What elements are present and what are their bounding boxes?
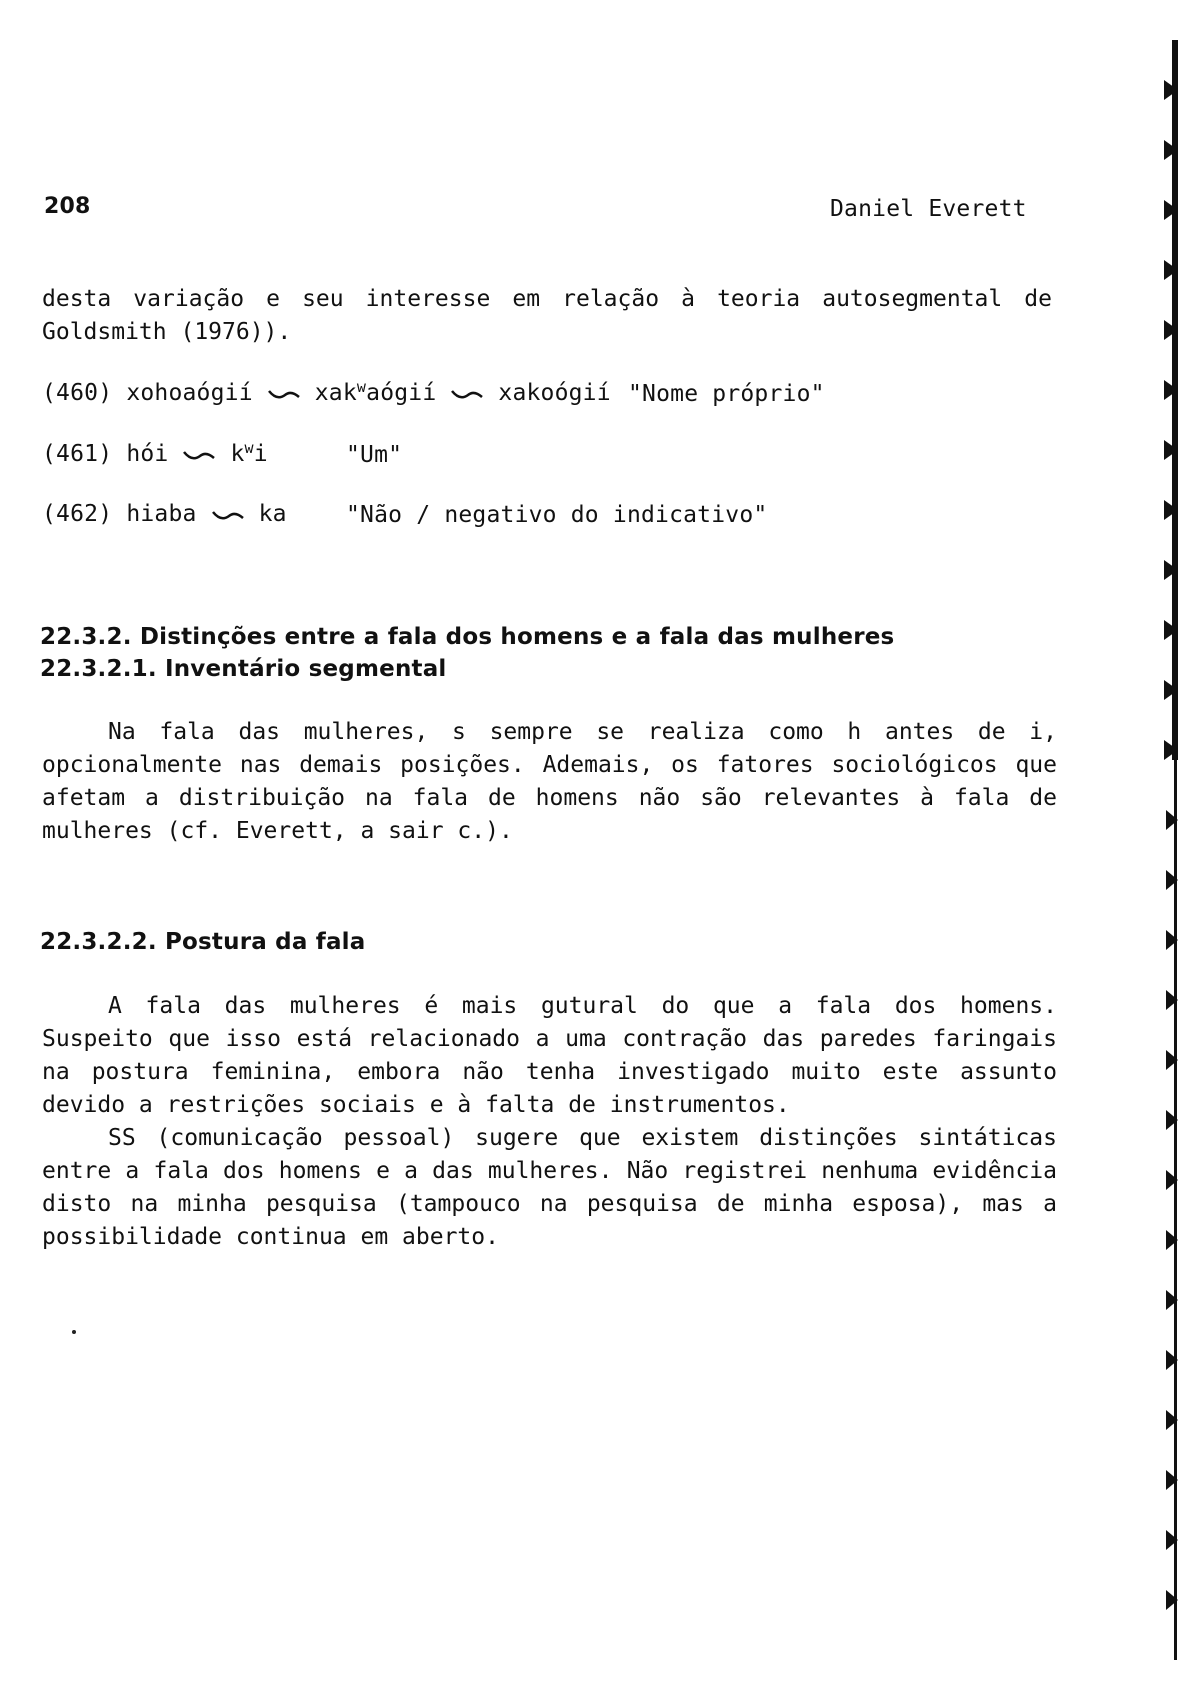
subsection-heading: 22.3.2.2. Postura da fala: [40, 929, 366, 955]
running-header-author: Daniel Everett: [830, 196, 1027, 222]
example-form-base: k: [230, 441, 245, 467]
example-form: ka: [258, 501, 287, 527]
example-460: [42, 376, 611, 410]
subsection-heading: 22.3.2.1. Inventário segmental: [40, 656, 447, 682]
tilde-alternation-icon: [211, 508, 245, 522]
example-form-rest: i: [253, 441, 268, 467]
example-form: hói: [126, 441, 169, 467]
example-form-sup: w: [356, 378, 367, 396]
scan-speck: [72, 1330, 76, 1334]
example-form-base: xak: [314, 380, 357, 406]
example-461: [42, 437, 268, 471]
body-paragraph: Na fala das mulheres, s sempre se realiza como h antes de i, opcionalmente nas demais posições. Ademais, os fatores sociológicos que afetam a distribuição na fala de homens não são relevantes à fala de mulheres (cf. Everett, a sair c.).: [42, 719, 1057, 844]
example-form: hiaba: [126, 501, 197, 527]
page-number: 208: [44, 194, 91, 219]
example-number: (461): [42, 441, 113, 467]
tilde-alternation-icon: [182, 448, 216, 462]
example-number: (460): [42, 380, 113, 406]
example-gloss: "Não / negativo do indicativo": [346, 502, 768, 528]
body-paragraph: A fala das mulheres é mais gutural do que a fala dos homens. Suspeito que isso está relacionado a uma contração das paredes faringais na postura feminina, embora não tenha investigado muito este assunto devido a restrições sociais e à falta de instrumentos.: [42, 993, 1057, 1118]
example-form-rest: aógií: [366, 380, 437, 406]
binding-edge: [1158, 40, 1184, 1660]
body-paragraph: SS (comunicação pessoal) sugere que existem distinções sintáticas entre a fala dos homens e a das mulheres. Não registrei nenhuma evidência disto na minha pesquisa (tampouco na pesquisa de minha esposa), mas a possibilidade continua em aberto.: [42, 1125, 1057, 1250]
section-heading: 22.3.2. Distinções entre a fala dos homens e a fala das mulheres: [40, 624, 895, 650]
tilde-alternation-icon: [450, 387, 484, 401]
intro-paragraph: desta variação e seu interesse em relação à teoria autosegmental de Goldsmith (1976)).: [42, 286, 1052, 345]
example-form: xakoógií: [498, 380, 611, 406]
example-462: [42, 497, 287, 531]
example-gloss: "Nome próprio": [628, 381, 825, 407]
example-gloss: "Um": [346, 442, 403, 468]
example-form-sup: w: [244, 439, 254, 457]
example-form: xohoaógií: [126, 380, 253, 406]
tilde-alternation-icon: [267, 387, 301, 401]
example-number: (462): [42, 501, 113, 527]
